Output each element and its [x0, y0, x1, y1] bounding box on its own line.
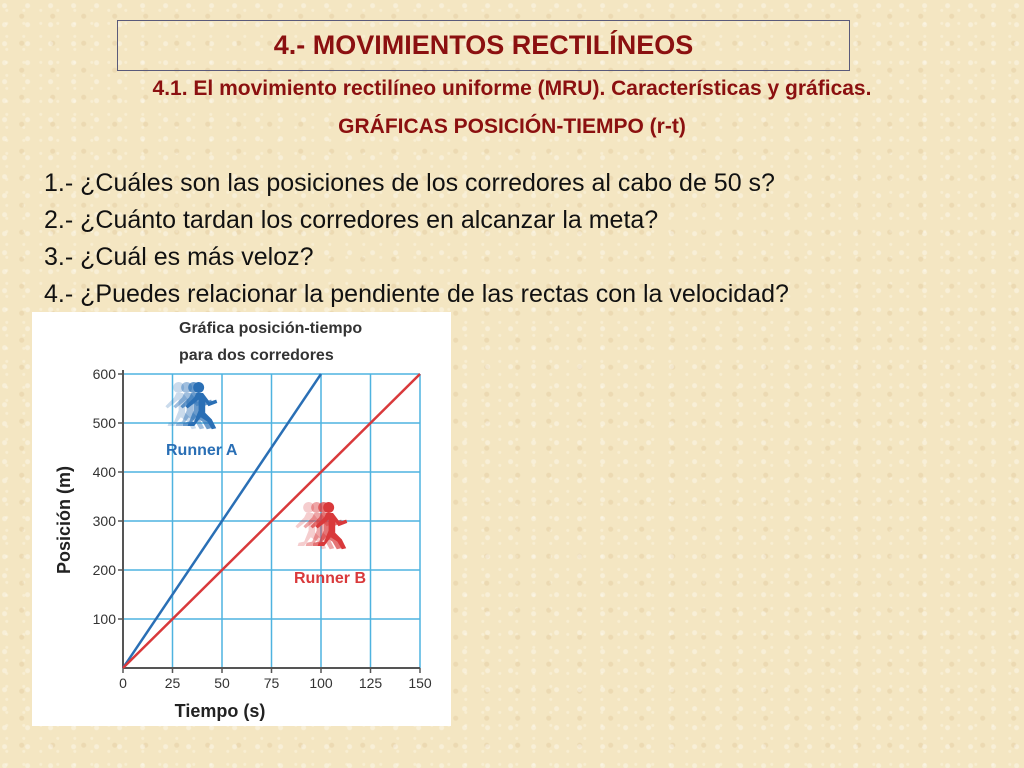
y-tick-label: 200: [92, 562, 116, 578]
question-1: 1.- ¿Cuáles son las posiciones de los corredores al cabo de 50 s?: [44, 169, 775, 197]
x-tick-label: 150: [408, 675, 432, 691]
section-heading: GRÁFICAS POSICIÓN-TIEMPO (r-t): [338, 115, 686, 138]
y-tick-label: 100: [92, 611, 116, 627]
y-tick-label: 300: [92, 513, 116, 529]
question-3: 3.- ¿Cuál es más veloz?: [44, 243, 314, 271]
position-time-chart: [32, 312, 451, 726]
chart-title-line-2: para dos corredores: [179, 347, 334, 364]
x-axis-label: Tiempo (s): [174, 701, 266, 721]
slide-title-box: [117, 20, 850, 71]
x-tick-label: 100: [309, 675, 333, 691]
slide-title: 4.- MOVIMIENTOS RECTILÍNEOS: [273, 30, 694, 60]
chart-series-labels: [165, 382, 366, 587]
question-2: 2.- ¿Cuánto tardan los corredores en alcanzar la meta?: [44, 206, 659, 234]
series-label-runner-a: Runner A: [166, 442, 238, 459]
series-label-runner-b: Runner B: [294, 570, 366, 587]
x-tick-label: 125: [358, 675, 383, 691]
y-axis-label: Posición (m): [54, 465, 74, 575]
x-tick-label: 25: [164, 675, 181, 691]
question-4: 4.- ¿Puedes relacionar la pendiente de las rectas con la velocidad?: [44, 280, 789, 308]
chart-title-line-1: Gráfica posición-tiempo: [179, 320, 363, 337]
y-tick-label: 500: [92, 415, 116, 431]
x-tick-label: 50: [214, 675, 230, 691]
runner-icon: [295, 502, 347, 549]
x-tick-label: 0: [119, 675, 127, 691]
y-tick-label: 600: [92, 366, 116, 382]
y-tick-label: 400: [92, 464, 116, 480]
x-tick-label: 75: [263, 675, 280, 691]
slide-subtitle: 4.1. El movimiento rectilíneo uniforme (MRU). Características y gráficas.: [152, 77, 872, 100]
chart-svg: [32, 312, 451, 726]
